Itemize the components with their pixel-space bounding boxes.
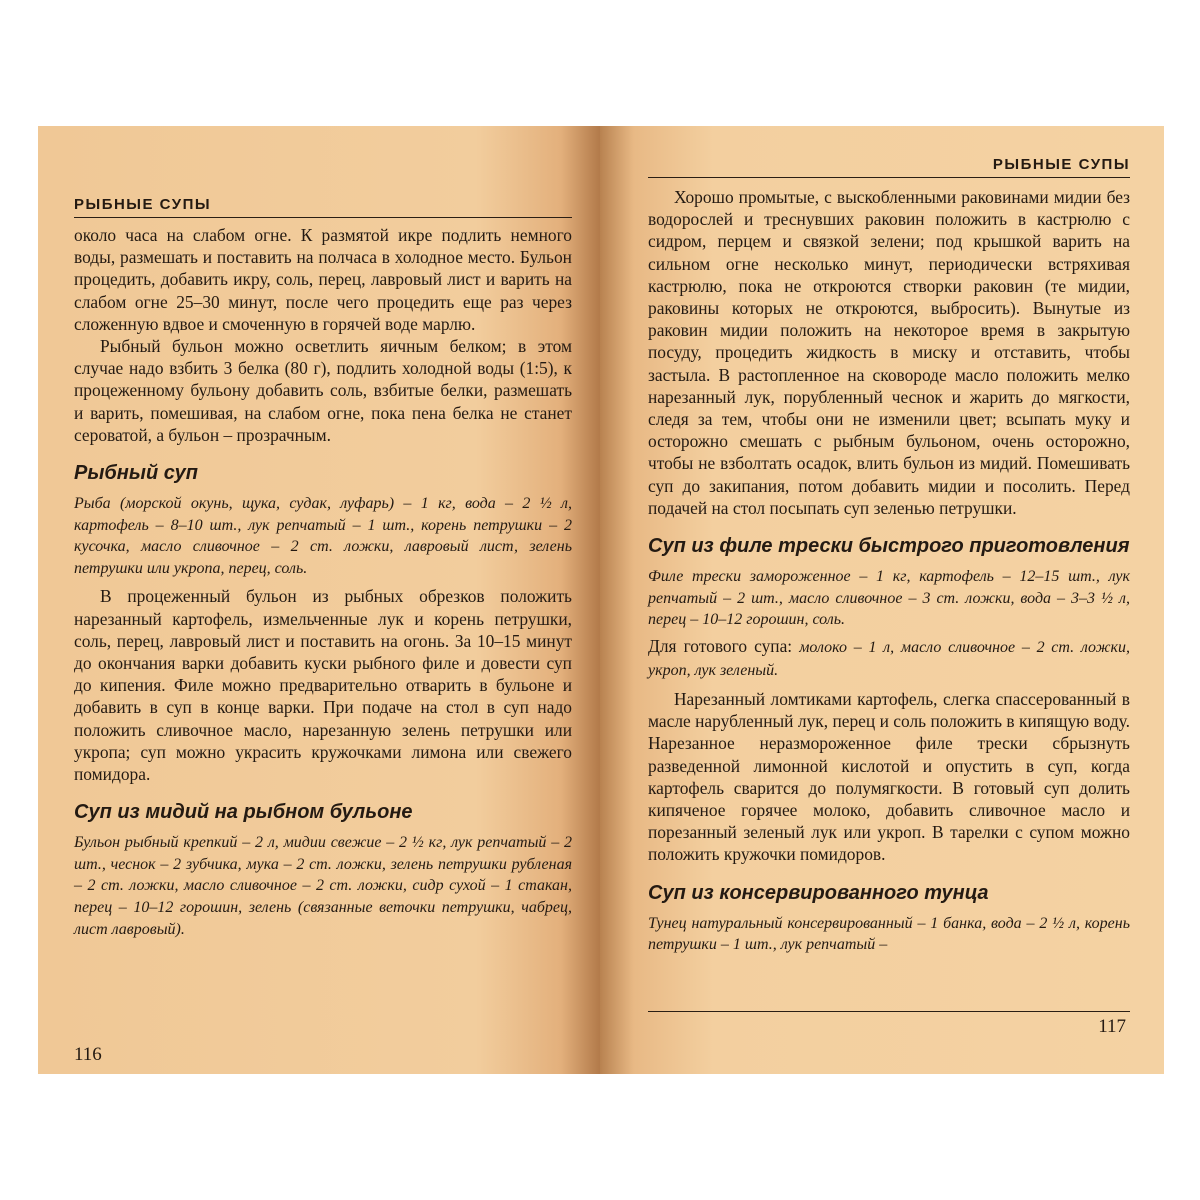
- ready-soup-line: [648, 635, 1130, 682]
- footer-rule: [648, 1011, 1130, 1012]
- open-book: [38, 126, 1164, 1074]
- right-page: [600, 126, 1164, 1074]
- instructions: В процеженный бульон из рыбных обрезков положить нарезанный картофель, измельченные лук и корень петрушки, соль, перец, лавровый лист и поставить на огонь. За 10–15 минут до окончания варки добавить куски рыбного филе и довести суп до кипения. Филе можно предварительно отварить в бульоне и добавить в суп в конце варки. При подаче на стол в суп надо положить сливочное масло, нарезанную зелень петрушки или укропа; суп можно украсить кружочками лимона или свежего помидора.: [74, 586, 572, 785]
- running-head: РЫБНЫЕ СУПЫ: [648, 156, 1130, 178]
- instructions: Хорошо промытые, с выскобленными раковинами мидии без водорослей и треснувших раковин положить в кастрюлю с сидром, перцем и связкой зелени; под крышкой варить на сильном огне несколько минут, периодически встряхивая кастрюлю, пока не откроются створки раковин (те мидии, раковины которых не откроются, выбросить). Вынутые из раковин мидии положить на некоторое время в закрытую посуду, процедить жидкость в миску и отставить, чтобы застыла. В растопленное на сковороде масло положить мелко нарезанный лук, порубленный чеснок и жарить до мягкости, следя за тем, чтобы они не изменили цвет; всыпать муку и осторожно смешать с рыбным бульоном, очень осторожно, чтобы не взболтать осадок, влить бульон из мидий. Помешивать суп до закипания, потом добавить мидии и посолить. Перед подачей на стол посыпать суп зеленью петрушки.: [648, 187, 1130, 518]
- ingredients: Тунец натуральный консервированный – 1 банка, вода – 2 ½ л, корень петрушки – 1 шт., лук репчатый –: [648, 914, 1130, 954]
- page-number: 117: [1098, 1016, 1126, 1037]
- ingredients: Бульон рыбный крепкий – 2 л, мидии свежие – 2 ½ кг, лук репчатый – 2 шт., чеснок – 2 зубчика, мука – 2 ст. ложки, зелень петрушки рубленая – 2 ст. ложки, масло сливочное – 2 ст. ложки, сидр сухой – 1 стакан, перец – 10–12 горошин, зелень (связанные веточки петрушки, чабрец, лист лавровый).: [74, 834, 572, 938]
- ready-soup-label: Для готового супа:: [648, 635, 793, 656]
- running-head: РЫБНЫЕ СУПЫ: [74, 196, 572, 218]
- recipe-title: Суп из консервированного тунца: [648, 881, 989, 904]
- left-page: [38, 126, 600, 1074]
- instructions: Нарезанный ломтиками картофель, слегка спассерованный в масле нарубленный лук, перец и соль положить в кипящую воду. Нарезанное неразмороженное филе трески сбрызнуть разведенной лимонной кислотой и опустить в суп, когда картофель сварится до полумягкости. В готовый суп долить кипяченое горячее молоко, добавить сливочное масло и порезанный зеленый лук или укроп. В тарелки с супом можно положить кружочки помидоров.: [648, 689, 1130, 865]
- recipe-title: Суп из филе трески быстрого приготовления: [648, 535, 1130, 558]
- continuation-paragraph: около часа на слабом огне. К размятой икре подлить немного воды, размешать и поставить на полчаса в холодное место. Бульон процедить, добавить икру, соль, перец, лавровый лист и варить на слабом огне 25–30 минут, после чего процедить еще раз через сложенную вдвое и смоченную в горячей воде марлю.: [74, 225, 572, 334]
- recipe-title: Рыбный суп: [74, 462, 198, 485]
- paragraph: Рыбный бульон можно осветлить яичным белком; в этом случае надо взбить 3 белка (80 г), подлить холодной воды (1:5), к процеженному бульону добавить соль, взбитые белки, размешать и варить, помешивая, на слабом огне, пока пена белка не станет сероватой, а бульон – прозрачным.: [74, 336, 572, 445]
- ready-soup-items: молоко – 1 л, масло сливочное – 2 ст. ложки, укроп, лук зеленый.: [648, 638, 1130, 680]
- page-number: 116: [74, 1044, 102, 1065]
- recipe-title: Суп из мидий на рыбном бульоне: [74, 801, 413, 824]
- ingredients: Филе трески замороженное – 1 кг, картофель – 12–15 шт., лук репчатый – 2 шт., масло сливочное – 3 ст. ложки, вода – 3–3 ½ л, перец – 10–12 горошин, соль.: [648, 568, 1130, 629]
- ingredients: Рыба (морской окунь, щука, судак, луфарь) – 1 кг, вода – 2 ½ л, картофель – 8–10 шт., лук репчатый – 1 шт., корень петрушки – 2 кусочка, масло сливочное – 2 ст. ложки, лавровый лист, зелень петрушки или укропа, перец, соль.: [74, 495, 572, 577]
